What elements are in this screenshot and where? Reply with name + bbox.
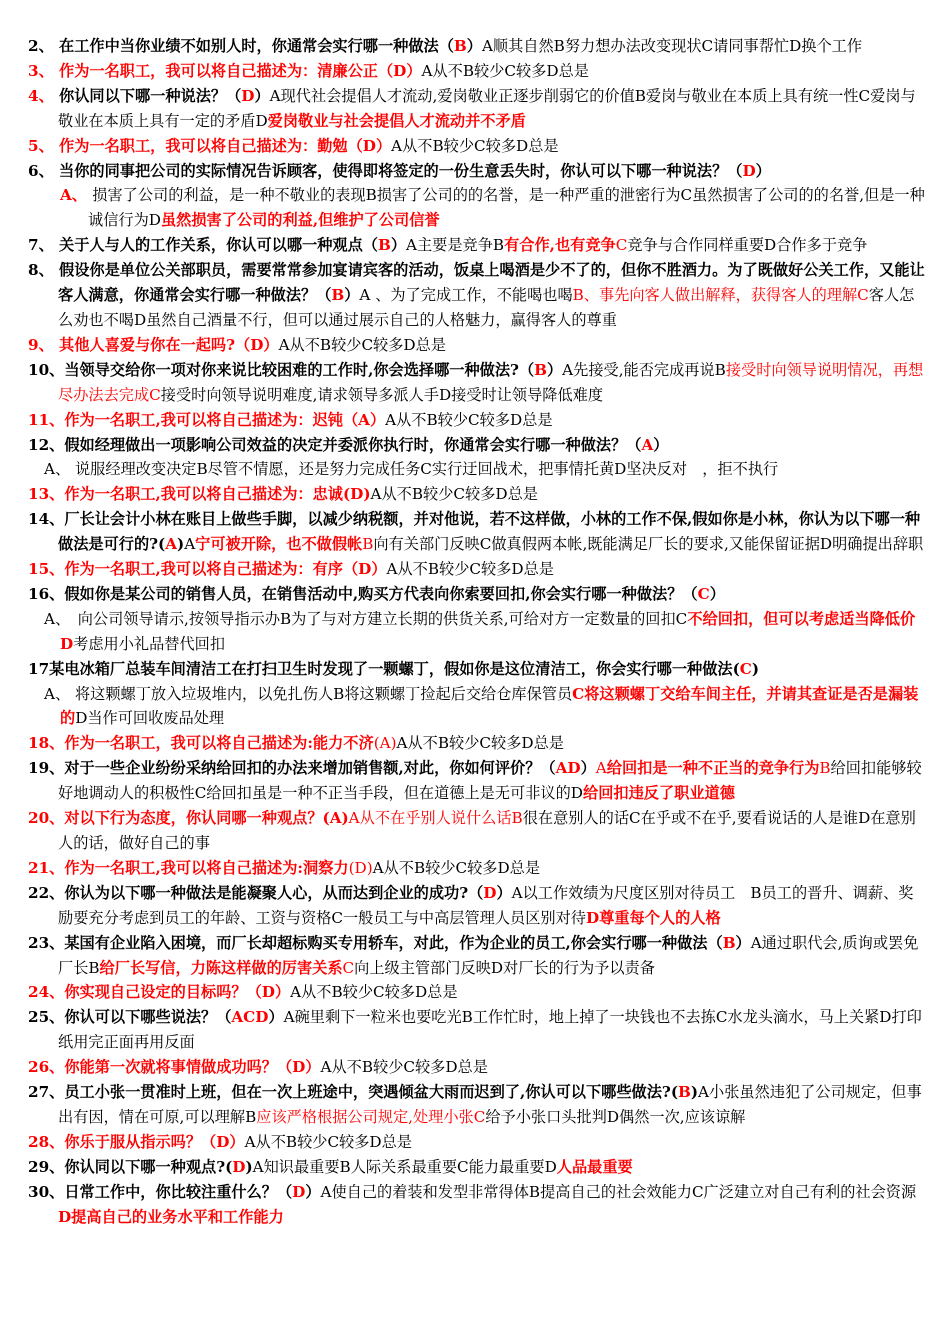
text-run: 15、作为一名职工,我可以将自己描述为：有序（D）	[28, 560, 387, 579]
text-run: ）	[546, 360, 563, 379]
text-run: ）	[755, 161, 771, 180]
text-run: B	[722, 933, 736, 952]
text-run: 20、对以下行为态度，你认同哪一种观点？(A)	[28, 809, 349, 828]
question-16	[0, 582, 950, 607]
text-run: ）	[390, 236, 407, 255]
text-run: 虽然损害了公司的利益,但维护了公司信誉	[160, 211, 440, 230]
text-run: 30、日常工作中，你比较注重什么？（	[28, 1182, 293, 1201]
text-run: ）	[653, 435, 669, 454]
text-run: 27、员工小张一贯准时上班，但在一次上班途中，突遇倾盆大雨而迟到了,你认可以下哪些做法?(	[28, 1083, 679, 1102]
text-run: ）	[496, 883, 512, 902]
text-run: A主要是竞争B	[406, 236, 505, 255]
text-run: 接受时向领导说明情况，再想尽办法去完成C	[58, 360, 924, 404]
text-run: C	[342, 958, 355, 977]
question-24	[0, 980, 950, 1005]
text-run: 17某电冰箱厂总装车间清洁工在打扫卫生时发现了一颗螺丁，假如你是这位清洁工，你会实行哪一种做法(	[28, 659, 740, 678]
text-run: 6、 当你的同事把公司的实际情况告诉顾客，使得即将签定的一份生意丢失时，你认可以下哪一种说法？（	[28, 161, 743, 180]
question-22	[0, 881, 950, 931]
text-run: C	[739, 659, 752, 678]
text-run: C	[615, 236, 628, 255]
text-run: 3、 作为一名职工，我可以将自己描述为：清廉公正（D）	[28, 61, 422, 80]
text-run: 宁可被开除，也不做假帐	[195, 535, 363, 554]
text-run: 9、 其他人喜爱与你在一起吗?（D）	[28, 335, 279, 354]
text-run: D尊重每个人的人格	[586, 908, 721, 927]
text-run: B	[819, 759, 831, 778]
text-run: (A)	[373, 734, 397, 753]
text-run: A从不B较少C较多D总是	[372, 858, 541, 877]
text-run: 竞争与合作同样重要D合作多于竞争	[627, 236, 868, 255]
text-run: D	[483, 883, 497, 902]
text-run: 14、厂长让会计小林在账目上做些手脚，以减少纳税额，并对他说，若不这样做，小林的工作不保,假如你是小林，你认为以下哪一种做法是可行的?(	[28, 510, 921, 554]
question-28	[0, 1130, 950, 1155]
text-run: ）	[268, 1008, 284, 1027]
text-run: A从不B较少C较多D总是	[370, 485, 538, 504]
text-run: A碗里剩下一粒米也要吃光B工作忙时，地上掉了一块钱也不去拣C水龙头滴水，马上关紧D打印纸用完正面再用反面	[58, 1008, 922, 1052]
text-run: )	[751, 659, 760, 678]
text-run: 19、对于一些企业纷纷采纳给回扣的办法来增加销售额,对此，你如何评价？（	[28, 759, 556, 778]
text-run: 给回扣能够较好地调动人的积极性C给回扣虽是一种不正当手段，但在道德上是无可非议的D	[58, 759, 922, 803]
text-run: B、事先向客人做出解释，获得客人的理解C	[572, 286, 869, 305]
text-run: B	[678, 1083, 691, 1102]
text-run: A	[184, 535, 196, 554]
text-run: A小张虽然违犯了公司规定，但事出有因，情在可原,可以理解B	[58, 1083, 922, 1126]
question-29	[0, 1155, 950, 1180]
question-7	[0, 233, 950, 258]
text-run: 24、你实现自己设定的目标吗？（D）	[28, 983, 291, 1002]
text-run: 给厂长写信，力陈这样做的厉害关系	[99, 958, 343, 977]
text-run: A、 说服经理改变决定B尽管不情愿，还是努力完成任务C实行迂回战术，把事情托黄D坚决反对 ，拒不执行	[44, 460, 779, 479]
text-run: A现代社会提倡人才流动,爱岗敬业正逐步削弱它的价值B爱岗与敬业在本质上具有统一性C爱岗与敬业在本质上具有一定的矛盾D	[58, 86, 916, 130]
question-26	[0, 1055, 950, 1080]
question-27	[0, 1080, 950, 1130]
question-12-options	[0, 457, 950, 482]
question-12	[0, 433, 950, 458]
text-run: C	[697, 584, 710, 603]
text-run: 有合作,也有竞争	[504, 236, 616, 255]
text-run: 12、假如经理做出一项影响公司效益的决定并委派你执行时，你通常会实行哪一种做法？（	[28, 435, 642, 454]
text-run: )	[177, 535, 185, 554]
question-2	[0, 34, 950, 59]
text-run: A使自己的着装和发型非常得体B提高自己的社会效能力C广泛建立对自己有利的社会资源	[320, 1182, 932, 1201]
text-run: ）	[344, 286, 360, 305]
question-6	[0, 159, 950, 184]
text-run: 4、	[28, 86, 60, 105]
text-run: 你认同以下哪一种说法？（	[59, 86, 242, 105]
text-run: 16、假如你是某公司的销售人员，在销售活动中,购买方代表向你索要回扣,你会实行哪一种做法？（	[28, 584, 698, 603]
question-21	[0, 856, 950, 881]
text-run: A通过职代会,质询或罢免厂长B	[58, 933, 919, 977]
text-run: ）	[709, 584, 725, 603]
text-run: D	[292, 1182, 306, 1201]
text-run: 13、作为一名职工,我可以将自己描述为：忠诚(D)	[28, 485, 371, 504]
text-run: B	[534, 360, 547, 379]
text-run: AD	[555, 759, 581, 778]
text-run: A从不B较少C较多D总是	[290, 983, 458, 1002]
text-run: A顺其自然B努力想办法改变现状C请同事帮忙D换个工作	[481, 37, 863, 55]
text-run: 7、 关于人与人的工作关系，你认可以哪一种观点（	[28, 236, 378, 255]
text-run: 10、当领导交给你一项对你来说比较困难的工作时,你会选择哪一种做法?（	[28, 360, 535, 379]
text-run: C将这颗螺丁交给车间主任，并请其查证是否是漏装的	[60, 684, 919, 728]
text-run: ）	[735, 933, 751, 952]
text-run: A知识最重要B人际关系最重要C能力最重要D	[252, 1157, 557, 1176]
question-8	[0, 258, 950, 333]
text-run: A、 将这颗螺丁放入垃圾堆内，以免扎伤人B将这颗螺丁捡起后交给仓库保管员	[44, 684, 573, 703]
text-run: A	[595, 759, 607, 778]
question-25	[0, 1005, 950, 1055]
text-run: 给回扣是一种不正当的竞争行为	[606, 759, 820, 778]
text-run: D当作可回收废品处理	[75, 709, 225, 728]
text-run: 23、某国有企业陷入困境，而厂长却超标购买专用轿车，对此，作为企业的员工,你会实行哪一种做法（	[28, 933, 723, 952]
text-run: A、	[60, 186, 93, 205]
text-run: ）	[580, 759, 596, 778]
text-run: 18、作为一名职工，我可以将自己描述为:能力不济	[28, 734, 374, 753]
question-10	[0, 358, 950, 408]
text-run: A从不在乎别人说什么话B	[348, 809, 523, 828]
text-run: (D)	[348, 858, 373, 877]
question-11	[0, 408, 950, 433]
text-run: A	[641, 435, 654, 454]
text-run: 29、你认同以下哪一种观点?(	[28, 1157, 233, 1176]
question-19	[0, 756, 950, 806]
question-9	[0, 333, 950, 358]
text-run: A从不B较少C较多D总是	[421, 61, 589, 80]
question-4	[0, 84, 950, 134]
text-run: A以工作效绩为尺度区别对待员工 B员工的晋升、调薪、奖励要充分考虑到员工的年龄、工资与资格C一般员工与中高层管理人员区别对待	[58, 883, 914, 927]
text-run: 给予小张口头批判D偶然一次,应该谅解	[485, 1107, 746, 1126]
question-3	[0, 59, 950, 84]
text-run: 人品最重要	[556, 1157, 633, 1176]
text-run: 22、你认为以下哪一种做法是能凝聚人心，从而达到企业的成功?（	[28, 883, 484, 902]
text-run: ）	[305, 1182, 321, 1201]
text-run: 2、 在工作中当你业绩不如别人时，你通常会实行哪一种做法（	[28, 37, 454, 55]
text-run: 客人怎么劝也不喝D虽然自己酒量不行，但可以通过展示自己的人格魅力，赢得客人的尊重	[58, 286, 915, 329]
question-14	[0, 507, 950, 557]
text-run: 5、 作为一名职工，我可以将自己描述为：勤勉（D）	[28, 136, 392, 155]
text-run: 向上级主管部门反映D对厂长的行为予以责备	[354, 958, 655, 977]
text-run: ）	[466, 37, 482, 55]
text-run: )	[245, 1157, 253, 1176]
text-run: 向有关部门反映C做真假两本帐,既能满足厂长的要求,又能保留证据D明确提出辞职	[373, 535, 924, 554]
text-run: 28、你乐于服从指示吗？（D）	[28, 1132, 245, 1151]
text-run: D提高自己的业务水平和工作能力	[58, 1207, 284, 1226]
text-run: A从不B较少C较多D总是	[244, 1132, 412, 1151]
text-run: A先接受,能否完成再说B	[562, 360, 726, 379]
question-list	[0, 34, 950, 1230]
text-run: A 、为了完成工作，不能喝也喝	[359, 286, 573, 305]
text-run: )	[690, 1083, 699, 1102]
text-run: B	[453, 37, 467, 55]
text-run: 爱岗敬业与社会提倡人才流动并不矛盾	[267, 111, 526, 130]
text-run: 损害了公司的利益，是一种不敬业的表现B损害了公司的的名誉，是一种严重的泄密行为C虽然损害了公司的的名誉,但是一种诚信行为D	[88, 186, 925, 230]
text-run: A从不B较少C较多D总是	[386, 560, 554, 579]
question-13	[0, 482, 950, 507]
text-run: B	[331, 286, 345, 305]
text-run: A从不B较少C较多D总是	[396, 734, 564, 753]
question-20	[0, 806, 950, 856]
text-run: 给回扣违反了职业道德	[583, 784, 735, 803]
text-run: A从不B较少C较多D总是	[391, 136, 559, 155]
text-run: ACD	[231, 1008, 269, 1027]
question-17	[0, 657, 950, 682]
text-run: 应该严格根据公司规定,处理小张C	[256, 1107, 486, 1126]
text-run: A从不B较少C较多D总是	[320, 1058, 488, 1077]
question-30	[0, 1180, 950, 1230]
text-run: A、 向公司领导请示,按领导指示办B为了与对方建立长期的供货关系,可给对方一定数量的回扣C	[44, 609, 688, 628]
text-run: 21、作为一名职工,我可以将自己描述为:洞察力	[28, 858, 349, 877]
text-run: 考虑用小礼品替代回扣	[73, 634, 226, 653]
text-run: B	[377, 236, 391, 255]
question-16-options	[0, 607, 950, 657]
question-17-options	[0, 682, 950, 732]
text-run: 接受时向领导说明难度,请求领导多派人手D接受时让领导降低难度	[160, 385, 604, 404]
text-run: B	[362, 535, 374, 554]
question-5	[0, 134, 950, 159]
text-run: 很在意别人的话C在乎或不在乎,要看说话的人是谁D在意别人的话，做好自己的事	[58, 809, 916, 852]
text-run: 11、作为一名职工,我可以将自己描述为：迟钝（A）	[28, 410, 386, 429]
text-run: D	[241, 86, 255, 105]
text-run: 26、你能第一次就将事情做成功吗？（D）	[28, 1058, 321, 1077]
question-23	[0, 931, 950, 981]
text-run: ）	[254, 86, 270, 105]
text-run: 8、 假设你是单位公关部职员，需要常常参加宴请宾客的活动，饭桌上喝酒是少不了的，但你不胜酒力。为了既做好公关工作，又能让客人满意，你通常会实行哪一种做法？（	[28, 261, 925, 305]
text-run: A	[165, 535, 178, 554]
question-6-options	[0, 183, 950, 233]
question-15	[0, 557, 950, 582]
text-run: D	[742, 161, 756, 180]
text-run: A从不B较少C较多D总是	[278, 335, 446, 354]
text-run: D	[232, 1157, 246, 1176]
text-run: 不给回扣，但可以考虑适当降低价D	[60, 609, 916, 653]
text-run: 25、你认可以下哪些说法？（	[28, 1008, 232, 1027]
question-18	[0, 731, 950, 756]
text-run: A从不B较少C较多D总是	[385, 410, 553, 429]
